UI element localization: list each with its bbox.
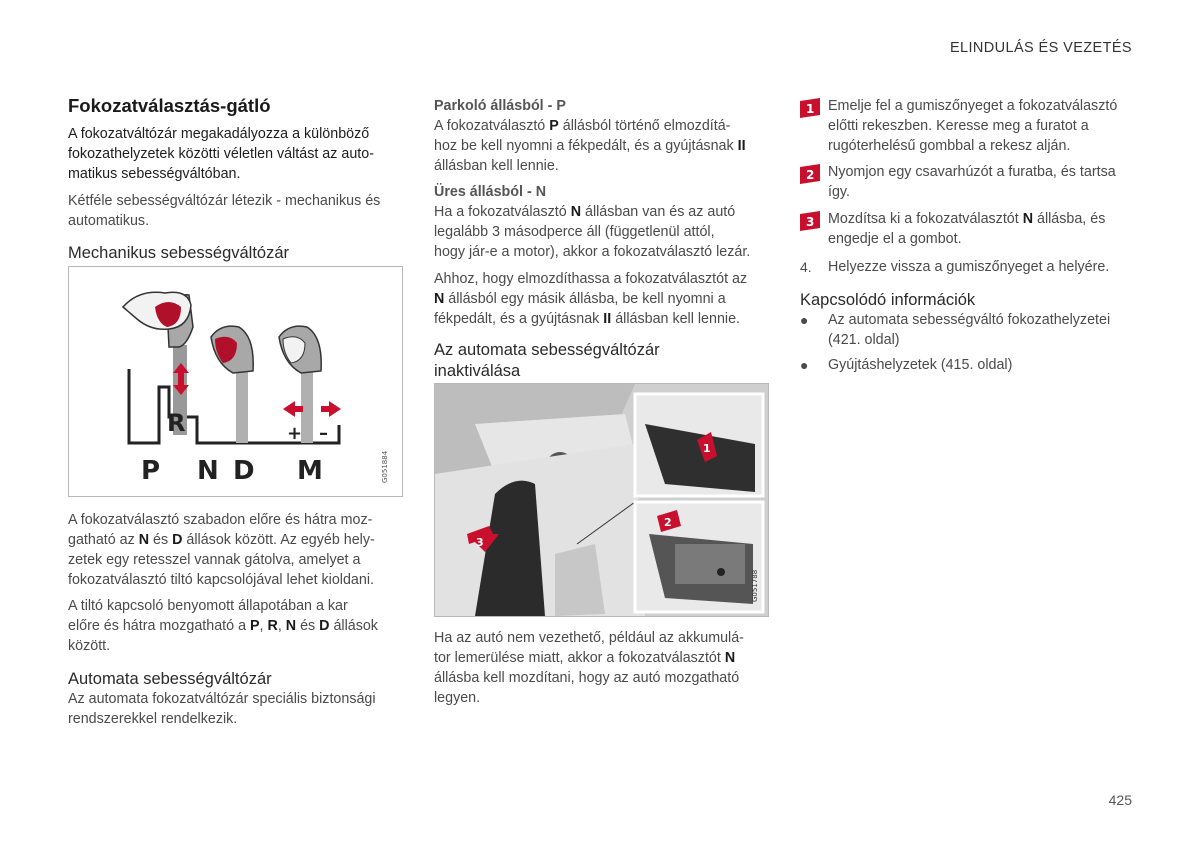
gear-lever-illustration (69, 267, 402, 496)
page-number: 425 (1108, 792, 1132, 808)
automatic-heading: Automata sebességváltózár (68, 670, 272, 688)
lever-shaft-2 (236, 371, 248, 443)
neutral-heading: Üres állásból - N (434, 184, 547, 200)
neutral-paragraph-2: Ahhoz, hogy elmozdíthassa a fokozatválasztót az N állásból egy másik állásba, be kell nyomni a fékpedált, és a gyújtásnak II állásban kell lennie. (434, 271, 748, 327)
related-list: ● Az automata sebességváltó fokozathelyzetei (421. oldal) ● Gyújtáshelyzetek (415. oldal) (800, 312, 1111, 373)
marker-3: 3 (476, 536, 484, 549)
marker-2: 2 (664, 516, 672, 529)
automatic-paragraph: Az automata fokozatváltózár speciális biztonsági rendszerekkel rendelkezik. (68, 691, 376, 727)
section-header: ELINDULÁS ÉS VEZETÉS (949, 40, 1132, 56)
deactivation-photo (434, 383, 769, 617)
figure-code: G051884 (381, 450, 389, 483)
gear-d-label: D (233, 456, 255, 486)
left-arrow-icon (283, 401, 303, 417)
gear-n-label: N (197, 456, 219, 486)
park-heading: Parkoló állásból - P (434, 98, 566, 114)
plus-label: + (287, 423, 303, 444)
page-title: Fokozatválasztás-gátló (68, 95, 271, 116)
svg-text:2: 2 (806, 168, 815, 182)
bullet-icon: ● (800, 312, 809, 328)
release-hole (717, 568, 725, 576)
svg-text:1: 1 (806, 102, 815, 116)
neutral-section: Üres állásból - N Ha a fokozatválasztó N állásban van és az autó legalább 3 másodperce áll (függetlenül attól, hogy jár-e a motor), akkor a fokozatválasztó lezár. (434, 182, 769, 262)
step-3-badge-icon (800, 211, 820, 231)
marker-1: 1 (703, 442, 711, 455)
park-section: Parkoló állásból - P A fokozatválasztó P állásból történő elmozdítá- hoz be kell nyomni a fékpedált, és a gyújtásnak II állásban kell lennie. (434, 96, 769, 176)
bullet-icon: ● (800, 357, 809, 373)
gear-p-label: P (141, 456, 161, 486)
types-paragraph: Kétféle sebességváltózár létezik - mechanikus és automatikus. (68, 193, 381, 229)
after-paragraph: Ha az autó nem vezethető, például az akkumulá- tor lemerülése miatt, akkor a fokozatválasztót N állásba kell mozdítani, hogy az autó mozgatható legyen. (434, 630, 744, 706)
gear-m-label: M (297, 456, 323, 486)
mechanical-heading: Mechanikus sebességváltózár (68, 244, 290, 262)
step-1-badge-icon (800, 98, 820, 118)
mechanical-paragraph-1: A fokozatválasztó szabadon előre és hátra moz- gatható az N és D állások között. Az egyéb hely- zetek egy retesszel vannak gátolva, amelyet a fokozatválasztó tiltó kapcsolójával lehet kioldani. (68, 512, 375, 588)
column-1 (68, 94, 403, 184)
intro-paragraph: A fokozatváltózár megakadályozza a különböző fokozathelyzetek közötti véletlen váltást az auto- matikus sebességváltóban. (68, 126, 374, 182)
deactivation-heading: Az automata sebességváltózár inaktiválása (434, 341, 660, 380)
step-2-badge-icon (800, 164, 820, 184)
steps-list: 1 Emelje fel a gumiszőnyeget a fokozatválasztó előtti rekeszben. Keresse meg a furatot a rugóterhelésű gombbal a rekesz alján. 2 Nyomjon egy csavarhúzót a furatba, és tartsa így. 3 Mozdítsa ki a fokozatválasztót N állásba, és engedje el a gombot. 4. Helyezze vissza a gumiszőnyeget a helyére. (800, 98, 1118, 275)
figure-code-2: G051788 (751, 569, 759, 602)
console-illustration (435, 384, 768, 616)
related-heading: Kapcsolódó információk (800, 291, 976, 309)
mechanical-lock-figure (68, 266, 403, 497)
svg-text:3: 3 (806, 215, 815, 229)
mechanical-paragraph-2: A tiltó kapcsoló benyomott állapotában a kar előre és hátra mozgatható a P, R, N és D állások között. (68, 598, 378, 654)
minus-label: – (319, 423, 328, 444)
right-arrow-icon (321, 401, 341, 417)
gear-r-label: R (167, 409, 186, 437)
